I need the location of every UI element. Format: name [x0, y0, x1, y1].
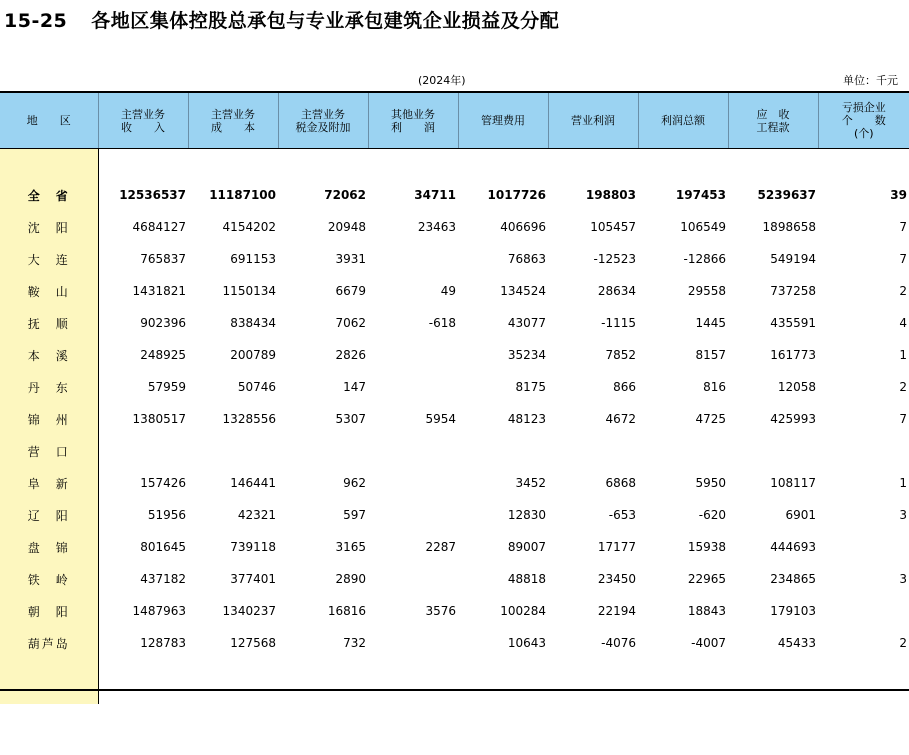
column-header-line: 利润总额	[661, 114, 705, 127]
table-cell: -4007	[691, 636, 726, 650]
table-cell: 866	[613, 380, 636, 394]
table-cell: 4672	[605, 412, 636, 426]
table-row	[0, 435, 909, 467]
table-cell	[458, 435, 548, 467]
column-header-line: 应 收	[756, 107, 790, 121]
table-cell: 801645	[140, 540, 186, 554]
table-cell: 1328556	[222, 412, 276, 426]
year-label: (2024年)	[418, 74, 466, 87]
table-cell: 7	[899, 412, 907, 426]
table-cell: 377401	[230, 572, 276, 586]
table-cell: 962	[343, 476, 366, 490]
column-header-line: 主营业务	[121, 107, 165, 121]
table-cell: 1445	[695, 316, 726, 330]
table-cell: 1017726	[487, 188, 546, 202]
table-cell: 3452	[515, 476, 546, 490]
column-header	[458, 92, 548, 149]
column-header-line: 成 本	[211, 120, 255, 134]
table-cell: 6679	[335, 284, 366, 298]
table-cell	[368, 339, 458, 371]
column-header	[98, 92, 188, 149]
column-header-line: (个)	[853, 127, 874, 140]
table-cell: 12536537	[119, 188, 186, 202]
table-cell: 34711	[414, 188, 456, 202]
table-cell: 43077	[507, 316, 546, 330]
table-cell: 2	[899, 380, 907, 394]
table-cell: 1	[899, 348, 907, 362]
table-row	[0, 211, 909, 243]
table-cell: 23450	[597, 572, 636, 586]
table-bottom-rule	[0, 689, 909, 691]
column-header-line: 亏损企业	[841, 101, 886, 114]
table-cell: 48818	[507, 572, 546, 586]
table-cell	[368, 563, 458, 595]
region-name: 葫芦岛	[0, 627, 98, 659]
table-row	[0, 531, 909, 563]
table-cell	[818, 595, 909, 627]
table-cell	[638, 435, 728, 467]
table-cell: 22194	[597, 604, 636, 618]
table-cell: 4684127	[132, 220, 186, 234]
column-header-line: 主营业务	[301, 107, 345, 121]
table-cell: 76863	[507, 252, 546, 266]
table-cell: 7	[899, 220, 907, 234]
table-cell	[548, 435, 638, 467]
table-cell	[818, 531, 909, 563]
table-cell: 51956	[147, 508, 186, 522]
table-cell: 3	[899, 508, 907, 522]
column-header	[638, 92, 728, 149]
table-cell: 39	[890, 188, 907, 202]
table-cell: -618	[428, 316, 456, 330]
column-header	[548, 92, 638, 149]
table-cell: 1	[899, 476, 907, 490]
column-header-line: 营业利润	[571, 114, 615, 127]
table-cell: 597	[343, 508, 366, 522]
table-row	[0, 627, 909, 659]
table-cell: 12058	[777, 380, 816, 394]
table-cell: 42321	[237, 508, 276, 522]
table-row	[0, 563, 909, 595]
table-cell: 7062	[335, 316, 366, 330]
table-cell: 6901	[785, 508, 816, 522]
table-cell: 22965	[687, 572, 726, 586]
table-cell: 35234	[507, 348, 546, 362]
table-cell: 3576	[425, 604, 456, 618]
table-row	[0, 179, 909, 211]
table-cell: 549194	[770, 252, 816, 266]
table-row	[0, 499, 909, 531]
column-header-line: 地 区	[26, 114, 71, 127]
table-body	[0, 149, 909, 705]
table-title: 各地区集体控股总承包与专业承包建筑企业损益及分配	[91, 10, 560, 32]
region-name: 营 口	[0, 435, 98, 467]
region-name: 本 溪	[0, 339, 98, 371]
region-name: 锦 州	[0, 403, 98, 435]
table-cell: 49	[440, 284, 456, 298]
table-row	[0, 275, 909, 307]
table-cell: 435591	[770, 316, 816, 330]
table-row	[0, 307, 909, 339]
table-cell: 200789	[230, 348, 276, 362]
table-cell	[368, 467, 458, 499]
table-cell: 146441	[230, 476, 276, 490]
table-cell: 3931	[335, 252, 366, 266]
table-row	[0, 339, 909, 371]
region-name: 抚 顺	[0, 307, 98, 339]
table-cell: -1115	[601, 316, 636, 330]
table-cell	[818, 435, 909, 467]
data-table	[0, 91, 909, 704]
table-cell	[278, 435, 368, 467]
column-header-line: 管理费用	[481, 114, 525, 127]
table-cell: 739118	[230, 540, 276, 554]
table-cell: 48123	[507, 412, 546, 426]
table-row	[0, 467, 909, 499]
table-cell: -4076	[601, 636, 636, 650]
column-header-line: 主营业务	[211, 107, 255, 121]
table-cell: 157426	[140, 476, 186, 490]
table-cell	[188, 435, 278, 467]
table-cell: 197453	[675, 188, 726, 202]
table-cell	[368, 627, 458, 659]
table-cell: 1898658	[762, 220, 816, 234]
table-cell: 17177	[597, 540, 636, 554]
column-header-line: 工程款	[756, 120, 790, 134]
column-header-line: 利 润	[391, 120, 435, 134]
table-cell	[728, 435, 818, 467]
table-cell: 444693	[770, 540, 816, 554]
table-cell: 1431821	[132, 284, 186, 298]
table-cell: 2287	[425, 540, 456, 554]
table-row	[0, 371, 909, 403]
table-cell: -12523	[593, 252, 636, 266]
table-row	[0, 403, 909, 435]
table-cell: 57959	[147, 380, 186, 394]
region-name: 铁 岭	[0, 563, 98, 595]
table-cell: 11187100	[209, 188, 276, 202]
column-header	[0, 92, 98, 149]
table-cell: 838434	[230, 316, 276, 330]
column-header	[278, 92, 368, 149]
table-cell: 72062	[324, 188, 366, 202]
column-header-line: 其他业务	[391, 107, 435, 121]
table-cell: 1487963	[132, 604, 186, 618]
table-row	[0, 243, 909, 275]
spacer-row	[0, 149, 909, 180]
table-cell: 106549	[680, 220, 726, 234]
table-cell: 425993	[770, 412, 816, 426]
table-cell: 4725	[695, 412, 726, 426]
table-cell: 50746	[237, 380, 276, 394]
table-cell: 5950	[695, 476, 726, 490]
table-cell: 765837	[140, 252, 186, 266]
table-cell: 10643	[507, 636, 546, 650]
table-cell	[368, 435, 458, 467]
table-cell: -653	[608, 508, 636, 522]
table-cell: 6868	[605, 476, 636, 490]
table-cell: 28634	[597, 284, 636, 298]
region-name: 阜 新	[0, 467, 98, 499]
table-cell: 2	[899, 636, 907, 650]
column-header	[188, 92, 278, 149]
table-cell	[368, 243, 458, 275]
table-cell: -620	[698, 508, 726, 522]
table-cell: 234865	[770, 572, 816, 586]
table-cell: 15938	[687, 540, 726, 554]
table-cell: 1150134	[222, 284, 276, 298]
region-name: 沈 阳	[0, 211, 98, 243]
table-cell: 179103	[770, 604, 816, 618]
table-cell: 29558	[687, 284, 726, 298]
region-name: 丹 东	[0, 371, 98, 403]
table-cell: 3	[899, 572, 907, 586]
table-cell: 127568	[230, 636, 276, 650]
region-name: 辽 阳	[0, 499, 98, 531]
table-cell: 89007	[507, 540, 546, 554]
table-cell: 4154202	[222, 220, 276, 234]
region-name: 朝 阳	[0, 595, 98, 627]
column-header	[728, 92, 818, 149]
table-cell: 406696	[500, 220, 546, 234]
table-cell	[368, 499, 458, 531]
column-header	[818, 92, 909, 149]
table-cell: 2890	[335, 572, 366, 586]
table-number: 15-25	[4, 10, 68, 32]
table-cell: 2	[899, 284, 907, 298]
table-cell: 1340237	[222, 604, 276, 618]
table-cell: 100284	[500, 604, 546, 618]
column-header-line: 个 数	[841, 114, 886, 127]
table-cell: 16816	[327, 604, 366, 618]
table-cell: 5239637	[757, 188, 816, 202]
table-cell: 108117	[770, 476, 816, 490]
region-name: 大 连	[0, 243, 98, 275]
region-name: 鞍 山	[0, 275, 98, 307]
table-cell: 8157	[695, 348, 726, 362]
table-cell: 5954	[425, 412, 456, 426]
region-name: 全 省	[0, 179, 98, 211]
table-cell: 23463	[417, 220, 456, 234]
table-cell: 732	[343, 636, 366, 650]
header-row	[0, 92, 909, 149]
table-cell: 18843	[687, 604, 726, 618]
table-cell: 2826	[335, 348, 366, 362]
table-cell: 4	[899, 316, 907, 330]
table-cell: 45433	[777, 636, 816, 650]
table-cell: 8175	[515, 380, 546, 394]
table-cell: -12866	[683, 252, 726, 266]
table-cell: 437182	[140, 572, 186, 586]
table-cell: 20948	[327, 220, 366, 234]
table-cell: 737258	[770, 284, 816, 298]
table-cell: 816	[703, 380, 726, 394]
unit-label: 单位：千元	[843, 74, 898, 87]
table-cell: 5307	[335, 412, 366, 426]
spacer-row	[0, 659, 909, 704]
table-cell: 248925	[140, 348, 186, 362]
table-cell: 7852	[605, 348, 636, 362]
table-cell	[98, 435, 188, 467]
table-row	[0, 595, 909, 627]
page-title	[4, 6, 559, 33]
table-cell: 198803	[585, 188, 636, 202]
table-cell: 902396	[140, 316, 186, 330]
column-header	[368, 92, 458, 149]
table-cell: 691153	[230, 252, 276, 266]
table-cell: 1380517	[132, 412, 186, 426]
table-cell: 134524	[500, 284, 546, 298]
table-cell: 128783	[140, 636, 186, 650]
table-cell: 161773	[770, 348, 816, 362]
table-cell: 147	[343, 380, 366, 394]
table-cell	[368, 371, 458, 403]
table-cell: 105457	[590, 220, 636, 234]
table-cell: 7	[899, 252, 907, 266]
table-cell: 12830	[507, 508, 546, 522]
region-name: 盘 锦	[0, 531, 98, 563]
column-header-line: 税金及附加	[295, 120, 351, 134]
column-header-line: 收 入	[121, 120, 165, 134]
table-cell: 3165	[335, 540, 366, 554]
